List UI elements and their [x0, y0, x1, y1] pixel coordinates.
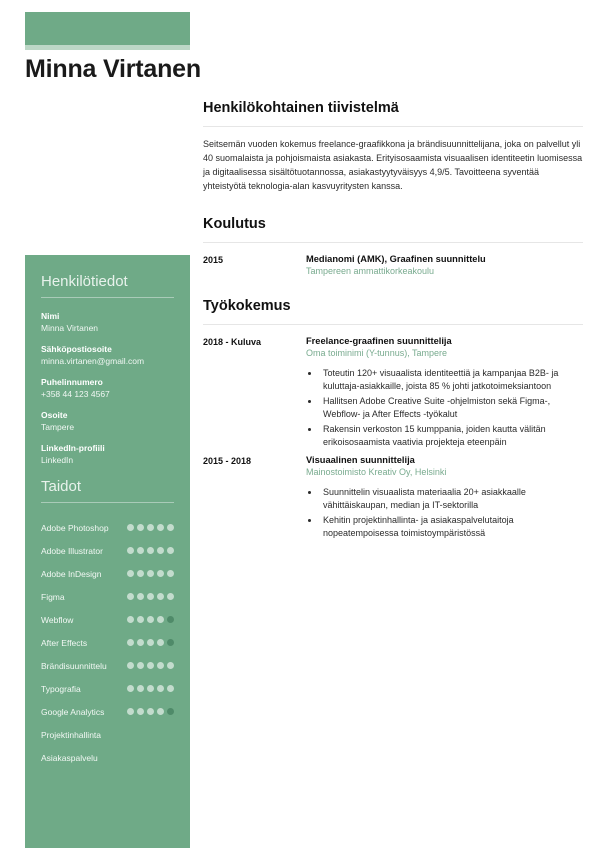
skill-dot-filled	[167, 524, 174, 531]
skill-dot-empty	[167, 708, 174, 715]
skill-row	[41, 585, 174, 608]
skill-dot-filled	[137, 547, 144, 554]
education-divider	[203, 242, 583, 243]
skill-row	[41, 608, 174, 631]
entry-bullet: • Rakensin verkoston 15 kumppania, joiden kautta välitän erikoisosaamista vaativia projekteja eteenpäin	[320, 423, 583, 450]
entry-role: Medianomi (AMK), Graafinen suunnittelu	[306, 253, 486, 264]
skill-dot-filled	[157, 639, 164, 646]
skill-dot-filled	[167, 570, 174, 577]
skill-dot-filled	[147, 639, 154, 646]
entry-row	[203, 336, 583, 451]
skill-dot-filled	[137, 685, 144, 692]
skill-name: Webflow	[41, 614, 74, 625]
skill-dot-filled	[147, 570, 154, 577]
summary-title: Henkilökohtainen tiivistelmä	[203, 100, 399, 116]
sidebar-skills-divider	[41, 502, 174, 503]
skill-dot-filled	[137, 639, 144, 646]
skill-dot-filled	[147, 593, 154, 600]
summary-text: Seitsemän vuoden kokemus freelance-graafikkona ja brändisuunnittelijana, joka on palvellut yli 40 suomalaista ja pohjoismaista asiakasta. Erityisosaamista visuaalisen identiteetin luomisessa ja digitaalisessa sisältötuotannossa, asiakastyytyväisyys 4,9/5. Tavoitteena syventää yhteistyötä teknologia-alan kasvuyritysten kanssa.	[203, 139, 583, 191]
skill-name: Adobe InDesign	[41, 568, 102, 579]
skill-rating	[127, 524, 174, 531]
skill-rating	[127, 708, 174, 715]
contact-field	[41, 443, 174, 465]
page-title: Minna Virtanen	[25, 55, 201, 83]
skill-dot-filled	[137, 570, 144, 577]
contact-field-label: Puhelinnumero	[41, 377, 103, 387]
skill-dot-filled	[127, 547, 134, 554]
section-summary	[203, 100, 583, 194]
skill-name: Typografia	[41, 683, 81, 694]
skill-dot-filled	[157, 570, 164, 577]
skill-dot-filled	[127, 524, 134, 531]
contact-field-value: Tampere	[41, 422, 75, 432]
skill-dot-filled	[157, 616, 164, 623]
entry-bullet: • Toteutin 120+ visuaalista identiteettiä ja kampanjaa B2B- ja kuluttaja-asiakkaille, joista 85 % johti jatkotoimeksiantoon	[320, 367, 583, 394]
skill-name: Figma	[41, 591, 65, 602]
header-accent-bar	[25, 12, 190, 45]
skill-row	[41, 746, 174, 769]
skill-dot-filled	[147, 616, 154, 623]
entry-date: 2018 - Kuluva	[203, 336, 262, 347]
skill-dot-filled	[157, 662, 164, 669]
skill-rating	[127, 616, 174, 623]
skill-row	[41, 700, 174, 723]
skill-dot-filled	[127, 708, 134, 715]
skill-name: Google Analytics	[41, 706, 105, 717]
skill-dot-filled	[137, 708, 144, 715]
skill-dot-filled	[157, 708, 164, 715]
skill-name: After Effects	[41, 637, 88, 648]
skill-dot-filled	[137, 593, 144, 600]
skill-dot-filled	[127, 662, 134, 669]
skill-dot-filled	[147, 708, 154, 715]
skill-rating	[127, 570, 174, 577]
skill-dot-filled	[167, 547, 174, 554]
summary-divider	[203, 126, 583, 127]
entry-date: 2015 - 2018	[203, 455, 252, 466]
contact-field	[41, 344, 174, 366]
skill-name: Projektinhallinta	[41, 729, 102, 740]
sidebar-personal-divider	[41, 297, 174, 298]
entry-organization: Oma toiminimi (Y-tunnus), Tampere	[306, 347, 448, 358]
skill-dot-filled	[157, 593, 164, 600]
contact-field-value: minna.virtanen@gmail.com	[41, 356, 145, 366]
contact-field-value: Minna Virtanen	[41, 323, 99, 333]
experience-divider	[203, 324, 583, 325]
skill-dot-empty	[167, 639, 174, 646]
skill-dot-filled	[127, 593, 134, 600]
contact-field	[41, 311, 174, 333]
entry-bullet: • Hallitsen Adobe Creative Suite -ohjelmiston sekä Figma-, Webflow- ja After Effects -työkalut	[320, 395, 583, 422]
contact-field	[41, 377, 174, 399]
education-entry-list	[203, 254, 583, 276]
skill-name: Adobe Illustrator	[41, 545, 103, 556]
section-education	[203, 216, 583, 276]
contact-field-value: LinkedIn	[41, 455, 74, 465]
entry-role: Visuaalinen suunnittelija	[306, 454, 415, 465]
skill-dot-filled	[137, 524, 144, 531]
skill-dot-filled	[127, 616, 134, 623]
skill-dot-filled	[147, 685, 154, 692]
skill-rating	[127, 662, 174, 669]
entry-bullet: • Kehitin projektinhallinta- ja asiakaspalvelutaitoja nopeatempoisessa toimistoympäristössä	[320, 514, 583, 541]
entry-body	[306, 336, 583, 451]
skill-row	[41, 631, 174, 654]
skill-dot-filled	[167, 685, 174, 692]
entry-organization: Tampereen ammattikorkeakoulu	[306, 265, 435, 276]
skill-dot-filled	[157, 685, 164, 692]
skill-dot-filled	[157, 547, 164, 554]
entry-body	[306, 455, 583, 542]
skill-dot-filled	[167, 662, 174, 669]
contact-field-label: Sähköpostiosoite	[41, 344, 112, 354]
skill-dot-filled	[167, 593, 174, 600]
skill-dot-filled	[147, 662, 154, 669]
skill-row	[41, 562, 174, 585]
sidebar-personal-heading: Henkilötiedot	[41, 273, 128, 290]
skill-list	[41, 516, 174, 769]
skill-dot-filled	[127, 570, 134, 577]
contact-list	[41, 311, 174, 465]
entry-bullet-list	[320, 367, 583, 450]
experience-title: Työkokemus	[203, 297, 291, 314]
skill-row	[41, 516, 174, 539]
skill-row	[41, 723, 174, 746]
skill-rating	[127, 593, 174, 600]
skill-rating	[127, 547, 174, 554]
skill-row	[41, 539, 174, 562]
entry-date: 2015	[203, 254, 224, 265]
skill-dot-filled	[147, 547, 154, 554]
skill-row	[41, 677, 174, 700]
skill-dot-empty	[167, 616, 174, 623]
skill-name: Brändisuunnittelu	[41, 660, 107, 671]
experience-entry-list	[203, 336, 583, 542]
skill-dot-filled	[137, 662, 144, 669]
main-content	[203, 100, 583, 546]
skill-rating	[127, 639, 174, 646]
skill-dot-filled	[127, 639, 134, 646]
sidebar-skills-heading: Taidot	[41, 478, 82, 495]
entry-body	[306, 254, 583, 276]
skill-dot-filled	[157, 524, 164, 531]
contact-field-label: Osoite	[41, 410, 68, 420]
contact-field-value: +358 44 123 4567	[41, 389, 110, 399]
skill-dot-filled	[137, 616, 144, 623]
contact-field	[41, 410, 174, 432]
sidebar	[25, 255, 190, 848]
skill-name: Adobe Photoshop	[41, 522, 109, 533]
entry-bullet: • Suunnittelin visuaalista materiaalia 20+ asiakkaalle vähittäiskaupan, median ja IT-sektorilla	[320, 486, 583, 513]
contact-field-label: Nimi	[41, 311, 60, 321]
entry-bullet-list	[320, 486, 583, 541]
section-experience	[203, 298, 583, 542]
entry-role: Freelance-graafinen suunnittelija	[306, 335, 452, 346]
skill-row	[41, 654, 174, 677]
entry-row	[203, 455, 583, 542]
skill-dot-filled	[147, 524, 154, 531]
skill-name: Asiakaspalvelu	[41, 752, 98, 763]
header-accent-underline	[25, 45, 190, 50]
entry-organization: Mainostoimisto Kreativ Oy, Helsinki	[306, 466, 447, 477]
entry-row	[203, 254, 583, 276]
education-title: Koulutus	[203, 215, 266, 232]
skill-rating	[127, 685, 174, 692]
contact-field-label: LinkedIn-profiili	[41, 443, 105, 453]
skill-dot-filled	[127, 685, 134, 692]
